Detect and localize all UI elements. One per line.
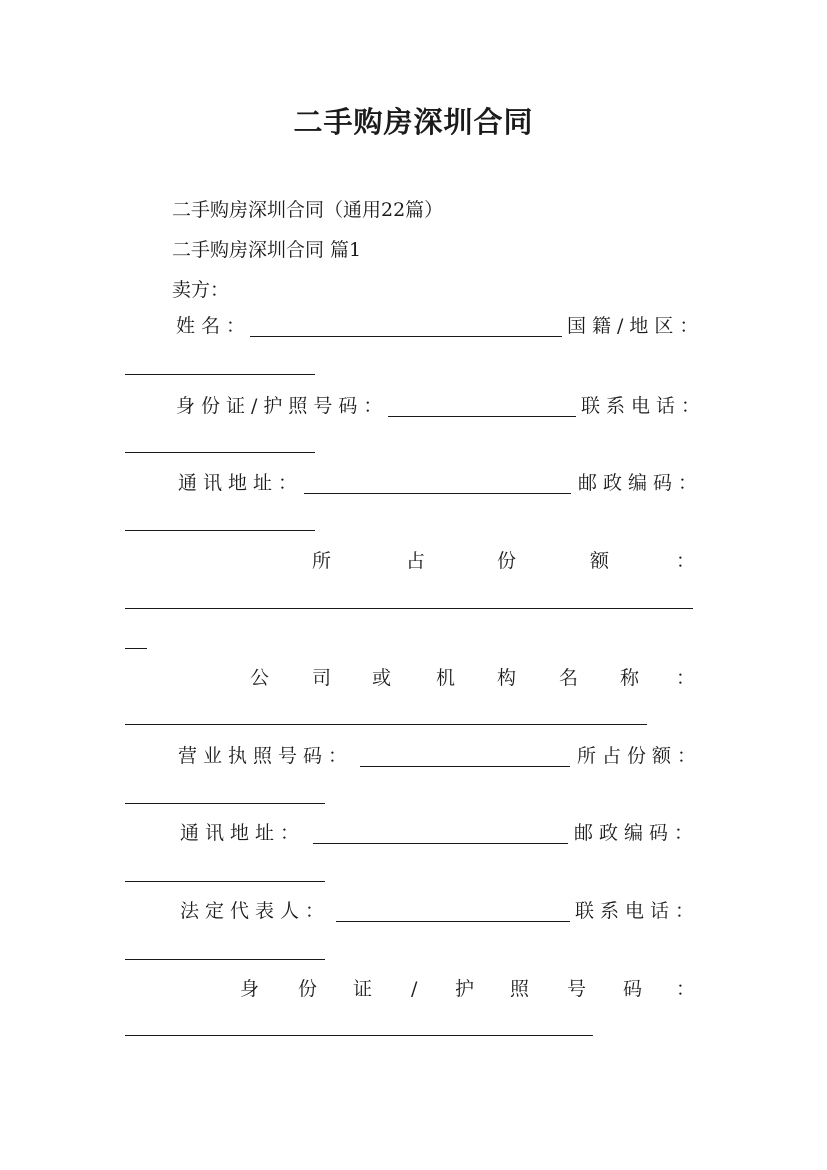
section-heading: 二手购房深圳合同 篇1	[172, 239, 362, 261]
company-phone-label: 联系电话：	[575, 900, 701, 922]
address-label: 通讯地址：	[178, 472, 304, 494]
company-name-field[interactable]	[125, 724, 647, 725]
company-postcode-label: 邮政编码：	[574, 822, 700, 844]
share-field-continued[interactable]	[125, 648, 147, 649]
share-field[interactable]	[125, 608, 693, 609]
company-phone-field[interactable]	[125, 959, 325, 960]
company-postcode-field[interactable]	[125, 881, 325, 882]
postcode-field[interactable]	[125, 530, 315, 531]
phone-label: 联系电话：	[581, 395, 707, 417]
document-subtitle: 二手购房深圳合同（通用22篇）	[172, 199, 444, 221]
document-page: 二手购房深圳合同 二手购房深圳合同（通用22篇） 二手购房深圳合同 篇1 卖方： 姓名： 国籍/地区： 身份证/护照号码： 联系电话： 通讯地址： 邮政编码： 所 占 份 额 ： 公 司 或 机 构 名 称 ： 营业执照号码： 所占份额： 通讯地址： 邮政编码： 法定代表人： 联系电话： 身 份 证 / 护 照 号 码 ：	[0, 0, 827, 1170]
seller-label: 卖方：	[172, 279, 230, 301]
id-field[interactable]	[388, 416, 576, 417]
name-field[interactable]	[250, 336, 562, 337]
legal-rep-label: 法定代表人：	[180, 900, 331, 922]
nationality-label: 国籍/地区：	[567, 315, 705, 337]
license-label: 营业执照号码：	[178, 745, 354, 767]
phone-field[interactable]	[125, 452, 315, 453]
name-label: 姓名：	[176, 315, 252, 337]
license-field[interactable]	[360, 766, 570, 767]
id-label: 身份证/护照号码：	[176, 395, 389, 417]
company-share-field[interactable]	[125, 803, 325, 804]
legal-rep-field[interactable]	[336, 921, 570, 922]
nationality-field[interactable]	[125, 374, 315, 375]
document-title: 二手购房深圳合同	[293, 105, 534, 139]
company-address-label: 通讯地址：	[180, 822, 306, 844]
company-address-field[interactable]	[313, 843, 568, 844]
company-share-label: 所占份额：	[577, 745, 703, 767]
postcode-label: 邮政编码：	[578, 472, 704, 494]
address-field[interactable]	[304, 493, 571, 494]
company-id-field[interactable]	[125, 1035, 593, 1036]
